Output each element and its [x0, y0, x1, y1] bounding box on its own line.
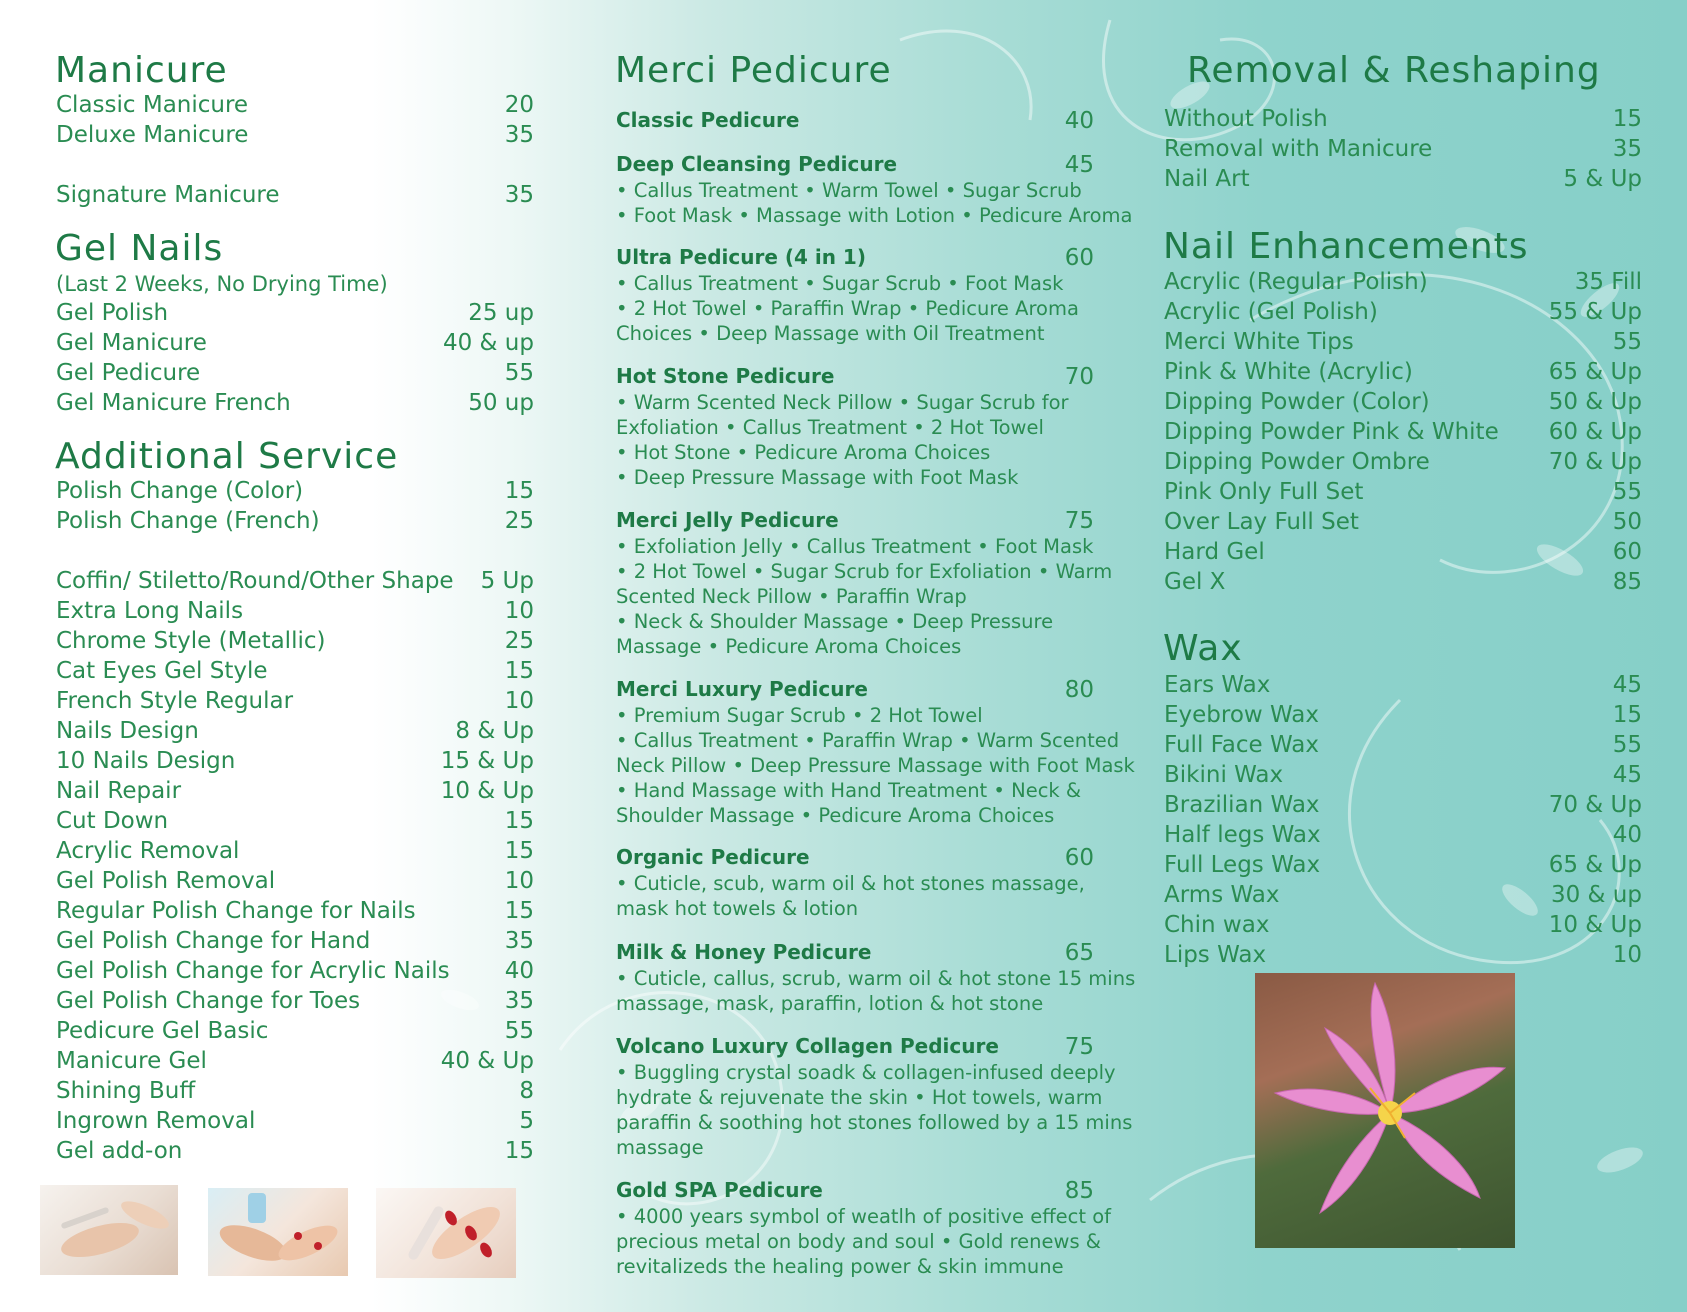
item-name: Chrome Style (Metallic) — [56, 628, 326, 654]
pedicure-description-line: • Hand Massage with Hand Treatment • Neck & — [616, 779, 1082, 802]
pedicure-price: 75 — [1064, 1034, 1094, 1060]
item-name: Gel Polish Change for Toes — [56, 988, 361, 1014]
pedicure-description-line: • Hot Stone • Pedicure Aroma Choices — [616, 441, 991, 464]
list-item — [56, 1106, 534, 1136]
item-price: 35 Fill — [1574, 269, 1642, 295]
item-price: 40 — [1612, 822, 1642, 848]
list-item — [56, 836, 534, 866]
item-price: 35 — [504, 988, 534, 1014]
item-price: 45 — [1612, 762, 1642, 788]
list-item — [1164, 910, 1642, 940]
item-name: Pink Only Full Set — [1164, 479, 1364, 505]
item-price: 15 — [1612, 702, 1642, 728]
item-name: Lips Wax — [1164, 942, 1267, 968]
item-price: 15 — [504, 658, 534, 684]
item-price: 15 — [504, 1138, 534, 1164]
item-name: Signature Manicure — [56, 182, 280, 208]
item-price: 50 — [1612, 509, 1642, 535]
list-item — [56, 746, 534, 776]
pedicure-description-line: • Callus Treatment • Warm Towel • Sugar Scrub — [616, 179, 1082, 202]
item-price: 15 — [1612, 106, 1642, 132]
pedicure-item — [616, 364, 1094, 390]
item-name: Gel Polish Removal — [56, 868, 276, 894]
item-price: 15 — [504, 478, 534, 504]
pedicure-description-line: • 2 Hot Towel • Paraffin Wrap • Pedicure Aroma — [616, 297, 1079, 320]
item-name: Polish Change (Color) — [56, 478, 304, 504]
list-item — [1164, 417, 1642, 447]
item-price: 5 & Up — [1563, 166, 1642, 192]
pedicure-description-line: Exfoliation • Callus Treatment • 2 Hot Towel — [616, 416, 1044, 439]
list-item — [56, 626, 534, 656]
pedicure-name: Classic Pedicure — [616, 108, 800, 132]
item-name: Nail Repair — [56, 778, 182, 804]
item-name: Gel Polish Change for Hand — [56, 928, 371, 954]
item-name: Gel Manicure French — [56, 390, 291, 416]
list-item — [1164, 297, 1642, 327]
list-item — [56, 656, 534, 686]
pedicure-description-line: • Exfoliation Jelly • Callus Treatment • Foot Mask — [616, 535, 1094, 558]
item-price: 35 — [1612, 136, 1642, 162]
item-name: Removal with Manicure — [1164, 136, 1433, 162]
item-price: 50 & Up — [1548, 389, 1642, 415]
pedicure-description-line: • Cuticle, callus, scrub, warm oil & hot stone 15 mins — [616, 967, 1136, 990]
section-title-additional-service: Additional Service — [55, 436, 399, 477]
list-item — [1164, 537, 1642, 567]
item-name: Bikini Wax — [1164, 762, 1284, 788]
list-item — [56, 1136, 534, 1166]
item-name: Polish Change (French) — [56, 508, 320, 534]
pedicure-price: 80 — [1064, 677, 1094, 703]
pedicure-description-line: Neck Pillow • Deep Pressure Massage with Foot Mask — [616, 754, 1135, 777]
pedicure-description-line: paraffin & soothing hot stones followed by a 15 mins — [616, 1111, 1133, 1134]
item-price: 10 — [1612, 942, 1642, 968]
item-price: 40 & Up — [440, 1048, 534, 1074]
list-item — [56, 328, 534, 358]
item-name: Gel X — [1164, 569, 1226, 595]
pedicure-price: 60 — [1064, 845, 1094, 871]
list-item — [56, 388, 534, 418]
item-name: Dipping Powder (Color) — [1164, 389, 1430, 415]
item-price: 55 — [1612, 479, 1642, 505]
list-item — [1164, 730, 1642, 760]
list-item — [56, 566, 534, 596]
list-item — [1164, 670, 1642, 700]
item-name: Classic Manicure — [56, 92, 249, 118]
pedicure-description-line: • Deep Pressure Massage with Foot Mask — [616, 466, 1019, 489]
item-name: Full Legs Wax — [1164, 852, 1321, 878]
item-price: 35 — [504, 182, 534, 208]
pedicure-description-line: mask hot towels & lotion — [616, 897, 859, 920]
item-name: Regular Polish Change for Nails — [56, 898, 416, 924]
item-name: Extra Long Nails — [56, 598, 244, 624]
pedicure-description-line: Massage • Pedicure Aroma Choices — [616, 635, 962, 658]
pedicure-item — [616, 677, 1094, 703]
list-item — [56, 866, 534, 896]
list-item — [1164, 820, 1642, 850]
item-name: Manicure Gel — [56, 1048, 207, 1074]
item-price: 15 & Up — [440, 748, 534, 774]
item-name: Acrylic Removal — [56, 838, 240, 864]
list-item — [56, 776, 534, 806]
list-item — [1164, 327, 1642, 357]
list-item — [1164, 357, 1642, 387]
pedicure-description-line: Choices • Deep Massage with Oil Treatment — [616, 322, 1045, 345]
item-price: 55 — [504, 360, 534, 386]
pedicure-description-line: • Callus Treatment • Sugar Scrub • Foot Mask — [616, 272, 1064, 295]
section-title-manicure: Manicure — [55, 50, 228, 91]
pedicure-name: Merci Jelly Pedicure — [616, 508, 839, 532]
list-item — [56, 596, 534, 626]
item-name: Brazilian Wax — [1164, 792, 1320, 818]
gel-note: (Last 2 Weeks, No Drying Time) — [56, 272, 388, 296]
item-name: Dipping Powder Ombre — [1164, 449, 1430, 475]
list-item — [56, 686, 534, 716]
pedicure-description-line: precious metal on body and soul • Gold renews & — [616, 1230, 1102, 1253]
pedicure-description-line: Scented Neck Pillow • Paraffin Wrap — [616, 585, 967, 608]
pedicure-description-line: massage, mask, paraffin, lotion & hot stone — [616, 992, 1044, 1015]
list-item — [1164, 134, 1642, 164]
list-item — [56, 956, 534, 986]
section-title-removal-reshaping: Removal & Reshaping — [1187, 50, 1601, 91]
list-item — [56, 896, 534, 926]
pedicure-price: 45 — [1064, 152, 1094, 178]
item-price: 25 up — [468, 300, 534, 326]
list-item — [1164, 477, 1642, 507]
pedicure-description-line: Shoulder Massage • Pedicure Aroma Choices — [616, 804, 1055, 827]
item-name: Gel Pedicure — [56, 360, 201, 386]
list-item — [56, 298, 534, 328]
item-name: Ingrown Removal — [56, 1108, 256, 1134]
list-item — [56, 180, 534, 210]
list-item — [56, 806, 534, 836]
item-price: 65 & Up — [1548, 852, 1642, 878]
pedicure-item — [616, 1178, 1094, 1204]
pedicure-description-line: • 2 Hot Towel • Sugar Scrub for Exfoliation • Warm — [616, 560, 1113, 583]
item-price: 70 & Up — [1548, 792, 1642, 818]
pedicure-description-line: • Neck & Shoulder Massage • Deep Pressure — [616, 610, 1054, 633]
pedicure-description-line: • Buggling crystal soadk & collagen-infused deeply — [616, 1061, 1116, 1084]
list-item — [56, 986, 534, 1016]
item-price: 10 & Up — [440, 778, 534, 804]
item-price: 10 — [504, 688, 534, 714]
item-price: 45 — [1612, 672, 1642, 698]
lily-flower-photo — [1255, 973, 1515, 1248]
list-item — [1164, 387, 1642, 417]
item-name: Gel add-on — [56, 1138, 183, 1164]
pedicure-item — [616, 152, 1094, 178]
pedicure-item — [616, 845, 1094, 871]
list-item — [56, 476, 534, 506]
item-price: 8 & Up — [455, 718, 534, 744]
item-name: Dipping Powder Pink & White — [1164, 419, 1499, 445]
item-price: 35 — [504, 928, 534, 954]
pedicure-item — [616, 940, 1094, 966]
item-price: 15 — [504, 838, 534, 864]
pedicure-item — [616, 508, 1094, 534]
list-item — [1164, 850, 1642, 880]
item-name: Shining Buff — [56, 1078, 196, 1104]
list-item — [1164, 267, 1642, 297]
pedicure-price: 70 — [1064, 364, 1094, 390]
pedicure-name: Organic Pedicure — [616, 845, 810, 869]
item-name: Merci White Tips — [1164, 329, 1354, 355]
list-item — [1164, 760, 1642, 790]
item-price: 55 — [1612, 329, 1642, 355]
pedicure-price: 40 — [1064, 108, 1094, 134]
pedicure-description-line: massage — [616, 1136, 704, 1159]
list-item — [56, 506, 534, 536]
item-name: Acrylic (Regular Polish) — [1164, 269, 1428, 295]
item-price: 15 — [504, 898, 534, 924]
pedicure-price: 75 — [1064, 508, 1094, 534]
item-price: 55 — [504, 1018, 534, 1044]
item-name: Half legs Wax — [1164, 822, 1321, 848]
list-item — [56, 90, 534, 120]
list-item — [1164, 940, 1642, 970]
item-name: Pink & White (Acrylic) — [1164, 359, 1413, 385]
item-price: 25 — [504, 628, 534, 654]
section-title-nail-enhancements: Nail Enhancements — [1163, 226, 1529, 267]
item-price: 55 & Up — [1548, 299, 1642, 325]
pedicure-name: Gold SPA Pedicure — [616, 1178, 823, 1202]
item-name: Full Face Wax — [1164, 732, 1319, 758]
manicure-photo-3 — [376, 1188, 516, 1278]
item-price: 8 — [519, 1078, 534, 1104]
list-item — [1164, 700, 1642, 730]
list-item — [56, 1016, 534, 1046]
list-item — [1164, 507, 1642, 537]
list-item — [1164, 880, 1642, 910]
item-price: 35 — [504, 122, 534, 148]
pedicure-description-line: • Callus Treatment • Paraffin Wrap • Warm Scented — [616, 729, 1120, 752]
item-name: Hard Gel — [1164, 539, 1265, 565]
item-price: 70 & Up — [1548, 449, 1642, 475]
item-name: Chin wax — [1164, 912, 1270, 938]
item-price: 25 — [504, 508, 534, 534]
list-item — [56, 1076, 534, 1106]
item-name: Coffin/ Stiletto/Round/Other Shape — [56, 568, 454, 594]
item-name: Deluxe Manicure — [56, 122, 249, 148]
item-name: Ears Wax — [1164, 672, 1271, 698]
item-price: 65 & Up — [1548, 359, 1642, 385]
pedicure-description-line: • Warm Scented Neck Pillow • Sugar Scrub for — [616, 391, 1069, 414]
item-name: Eyebrow Wax — [1164, 702, 1320, 728]
list-item — [56, 358, 534, 388]
item-price: 10 — [504, 598, 534, 624]
pedicure-price: 85 — [1064, 1178, 1094, 1204]
item-price: 5 Up — [480, 568, 534, 594]
item-price: 10 — [504, 868, 534, 894]
manicure-photo-1 — [40, 1185, 178, 1275]
item-price: 20 — [504, 92, 534, 118]
list-item — [56, 120, 534, 150]
item-price: 30 & up — [1550, 882, 1642, 908]
item-price: 60 & Up — [1548, 419, 1642, 445]
item-price: 5 — [519, 1108, 534, 1134]
item-name: Gel Manicure — [56, 330, 207, 356]
list-item — [56, 1046, 534, 1076]
section-title-wax: Wax — [1163, 628, 1243, 669]
section-title-gel-nails: Gel Nails — [55, 228, 224, 269]
pedicure-description-line: revitalizeds the healing power & skin immune — [616, 1255, 1064, 1278]
item-name: Arms Wax — [1164, 882, 1280, 908]
item-price: 50 up — [468, 390, 534, 416]
item-name: Over Lay Full Set — [1164, 509, 1359, 535]
item-name: French Style Regular — [56, 688, 294, 714]
manicure-photo-2 — [208, 1188, 348, 1276]
pedicure-price: 60 — [1064, 245, 1094, 271]
item-name: Without Polish — [1164, 106, 1328, 132]
item-price: 40 — [504, 958, 534, 984]
item-name: Nail Art — [1164, 166, 1250, 192]
list-item — [1164, 790, 1642, 820]
pedicure-name: Merci Luxury Pedicure — [616, 677, 868, 701]
item-price: 60 — [1612, 539, 1642, 565]
pedicure-item — [616, 1034, 1094, 1060]
list-item — [1164, 104, 1642, 134]
item-price: 85 — [1612, 569, 1642, 595]
item-price: 15 — [504, 808, 534, 834]
pedicure-price: 65 — [1064, 940, 1094, 966]
pedicure-description-line: • 4000 years symbol of weatlh of positive effect of — [616, 1205, 1111, 1228]
pedicure-name: Milk & Honey Pedicure — [616, 940, 872, 964]
pedicure-item — [616, 108, 1094, 134]
pedicure-description-line: • Cuticle, scub, warm oil & hot stones massage, — [616, 872, 1085, 895]
list-item — [1164, 447, 1642, 477]
pedicure-description-line: • Premium Sugar Scrub • 2 Hot Towel — [616, 704, 983, 727]
section-title-merci-pedicure: Merci Pedicure — [615, 50, 892, 91]
pedicure-item — [616, 245, 1094, 271]
list-item — [1164, 164, 1642, 194]
pedicure-name: Volcano Luxury Collagen Pedicure — [616, 1034, 999, 1058]
item-name: Nails Design — [56, 718, 199, 744]
list-item — [1164, 567, 1642, 597]
pedicure-description-line: hydrate & rejuvenate the skin • Hot towels, warm — [616, 1086, 1103, 1109]
list-item — [56, 716, 534, 746]
item-name: Pedicure Gel Basic — [56, 1018, 269, 1044]
list-item — [56, 926, 534, 956]
item-price: 55 — [1612, 732, 1642, 758]
item-name: Acrylic (Gel Polish) — [1164, 299, 1378, 325]
item-name: Cat Eyes Gel Style — [56, 658, 268, 684]
item-name: Gel Polish — [56, 300, 169, 326]
item-name: 10 Nails Design — [56, 748, 236, 774]
item-price: 40 & up — [442, 330, 534, 356]
pedicure-description-line: • Foot Mask • Massage with Lotion • Pedicure Aroma — [616, 204, 1133, 227]
item-price: 10 & Up — [1548, 912, 1642, 938]
pedicure-name: Deep Cleansing Pedicure — [616, 152, 898, 176]
pedicure-name: Ultra Pedicure (4 in 1) — [616, 245, 866, 269]
item-name: Gel Polish Change for Acrylic Nails — [56, 958, 450, 984]
pedicure-name: Hot Stone Pedicure — [616, 364, 835, 388]
item-name: Cut Down — [56, 808, 169, 834]
